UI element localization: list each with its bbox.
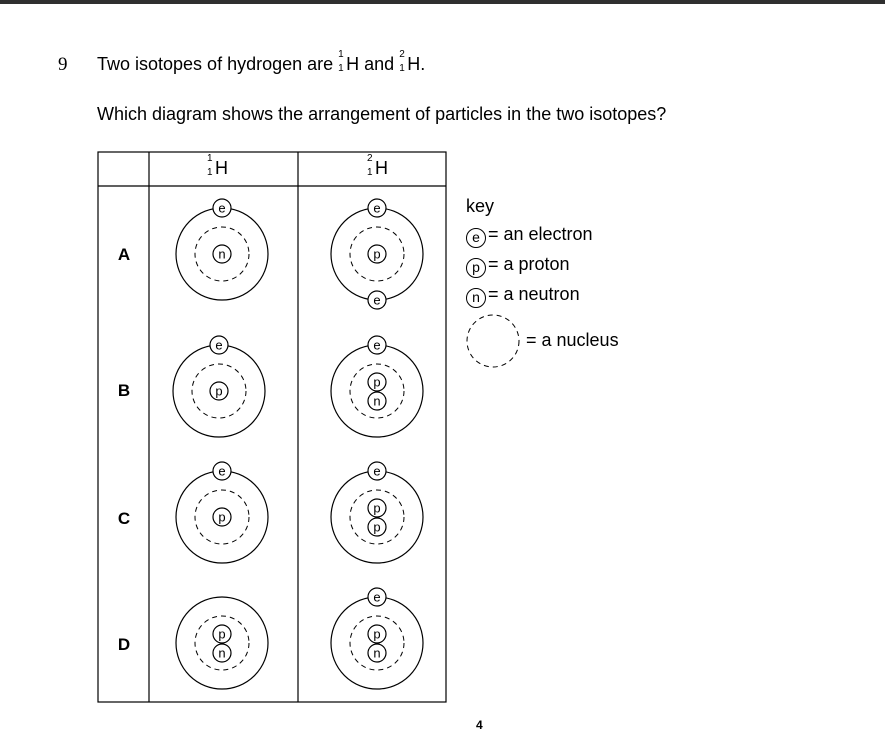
column-header-h1-atomic: 1 (207, 167, 213, 178)
stem-suffix: . (420, 54, 426, 74)
electron-icon: e (466, 228, 486, 248)
proton-icon (368, 625, 386, 643)
electron-icon (213, 199, 231, 217)
key-item-neutron (466, 284, 580, 308)
proton-icon (368, 499, 386, 517)
isotope-2-mass: 2 (399, 49, 405, 60)
stem-and: and (359, 54, 400, 74)
svg-text:n: n (373, 645, 381, 661)
svg-text:p: p (373, 500, 381, 516)
svg-text:e: e (373, 337, 381, 353)
svg-text:e: e (373, 589, 381, 605)
neutron-icon: n (466, 288, 486, 308)
proton-icon (368, 518, 386, 536)
proton-icon (368, 245, 386, 263)
column-header-h1-symbol: H (215, 158, 228, 178)
key-title: key (466, 196, 495, 216)
svg-text:e: e (373, 200, 381, 216)
key-item-electron (466, 224, 593, 248)
electron-icon (210, 336, 228, 354)
neutron-icon (213, 644, 231, 662)
atom-a-h2 (331, 199, 423, 309)
svg-text:e: e (373, 292, 381, 308)
option-b-label[interactable]: B (117, 381, 131, 400)
key-neutron-text: = a neutron (488, 284, 580, 304)
column-header-h2-symbol: H (375, 158, 388, 178)
nucleus-key-icon (467, 315, 519, 367)
svg-text:p: p (373, 519, 381, 535)
neutron-icon (213, 245, 231, 263)
svg-text:n: n (373, 393, 381, 409)
isotope-2-atomic: 1 (399, 63, 405, 74)
svg-text:e: e (218, 463, 226, 479)
svg-text:p: p (215, 383, 223, 399)
atom-b-h1 (173, 336, 265, 437)
svg-text:p: p (218, 626, 226, 642)
atom-d-h1 (176, 597, 268, 689)
isotope-2-symbol: H (407, 54, 421, 74)
electron-icon (368, 462, 386, 480)
svg-text:e: e (218, 200, 226, 216)
proton-icon (368, 373, 386, 391)
isotope-1-atomic: 1 (338, 63, 344, 74)
svg-text:n: n (218, 645, 226, 661)
question-number: 9 (58, 54, 68, 75)
key-item-proton (466, 254, 570, 278)
atom-a-h1 (176, 199, 268, 300)
neutron-icon (368, 644, 386, 662)
isotope-1-symbol: H (346, 54, 360, 74)
svg-text:p: p (373, 374, 381, 390)
neutron-icon (368, 392, 386, 410)
electron-icon (368, 199, 386, 217)
atom-b-h2 (331, 336, 423, 437)
svg-text:p: p (373, 626, 381, 642)
atom-c-h2 (331, 462, 423, 563)
electron-icon (368, 291, 386, 309)
atom-c-h1 (176, 462, 268, 563)
stem-prefix: Two isotopes of hydrogen are (97, 54, 339, 74)
option-c-label[interactable]: C (117, 509, 131, 528)
key-electron-text: = an electron (488, 224, 593, 244)
proton-icon (213, 625, 231, 643)
column-header-h2-mass: 2 (367, 153, 373, 164)
column-header-h2-atomic: 1 (367, 167, 373, 178)
question-prompt: Which diagram shows the arrangement of particles in the two isotopes? (97, 104, 667, 124)
page-number: 4 (476, 718, 483, 732)
key-nucleus-text: = a nucleus (526, 330, 619, 350)
proton-icon (210, 382, 228, 400)
svg-text:p: p (218, 509, 226, 525)
proton-icon (213, 508, 231, 526)
svg-text:p: p (373, 246, 381, 262)
column-header-h1-mass: 1 (207, 153, 213, 164)
electron-icon (213, 462, 231, 480)
svg-text:e: e (373, 463, 381, 479)
proton-icon: p (466, 258, 486, 278)
key-proton-text: = a proton (488, 254, 570, 274)
svg-text:e: e (215, 337, 223, 353)
atom-d-h2 (331, 588, 423, 689)
electron-icon (368, 588, 386, 606)
isotope-1-mass: 1 (338, 49, 344, 60)
option-d-label[interactable]: D (117, 635, 131, 654)
svg-text:n: n (218, 246, 226, 262)
electron-icon (368, 336, 386, 354)
option-a-label[interactable]: A (117, 245, 131, 264)
